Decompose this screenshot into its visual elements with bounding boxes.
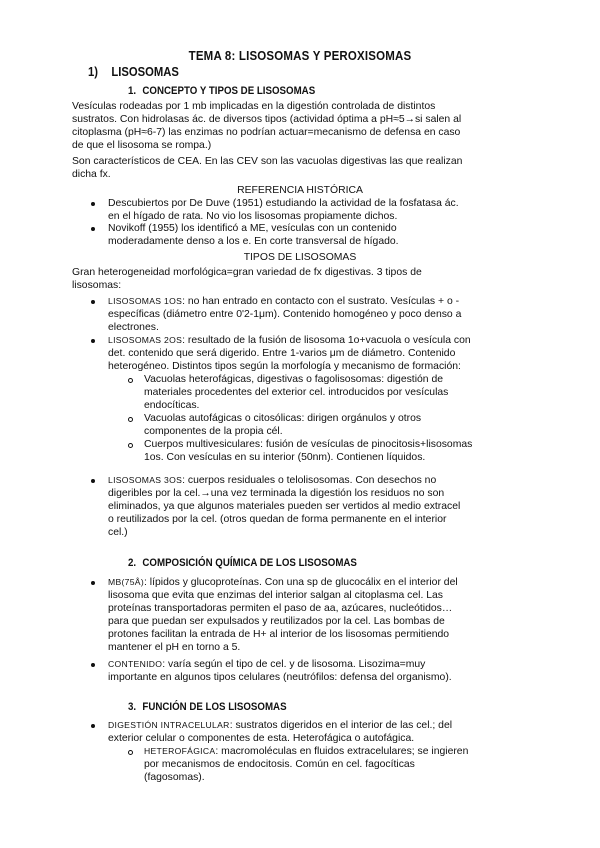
sub-bullet-icon <box>128 417 133 422</box>
sub-item-line: componentes de la propia cél. <box>144 426 283 437</box>
subsection-number: 3. <box>128 701 137 713</box>
term-label: HETEROFÁGICA <box>144 746 216 756</box>
bullet-icon <box>91 724 95 728</box>
list-item-line <box>108 658 528 671</box>
bullet-icon <box>91 227 95 231</box>
term-text: : varía según el tipo de cel. y de lisosoma. Lisozima=muy <box>162 659 426 670</box>
list-item-line: para que puedan ser expulsados y reutilizados por la cel. Las bombas de <box>108 616 445 627</box>
bullet-icon <box>91 339 95 343</box>
bullet-icon <box>91 663 95 667</box>
term-text: : sustratos digeridos en el interior de las cel.; del <box>229 720 453 731</box>
document-title: TEMA 8: LISOSOMAS Y PEROXISOMAS <box>188 49 412 63</box>
concept-line: dicha fx. <box>72 169 111 180</box>
subsection-label: FUNCIÓN DE LOS LISOSOMAS <box>142 701 287 713</box>
tipos-heading: TIPOS DE LISOSOMAS <box>243 252 357 263</box>
list-item-line: exterior celular o componentes de esta. Heterofágica o autofágica. <box>108 733 415 744</box>
sub-item-line: por mecanismos de endocitosis. Común en cel. fagocíticas <box>144 759 415 770</box>
term-text: : macromoléculas en fluidos extracelulares; se ingieren <box>215 746 469 757</box>
term-label: LISOSOMAS 3OS <box>108 475 183 485</box>
list-item-line: lisosoma que evita que enzimas del interior salgan al citoplasma cel. Las <box>108 590 443 601</box>
concept-line: Son característicos de CEA. En las CEV son las vacuolas digestivas las que realizan <box>72 156 463 167</box>
term-label: LISOSOMAS 2OS <box>108 335 183 345</box>
list-item-line: cel.) <box>108 527 128 538</box>
concept-line: Vesículas rodeadas por 1 mb implicadas en la digestión controlada de distintos <box>72 101 436 112</box>
list-item-line: específicas (diámetro entre 0'2-1μm). Contenido homogéneo y poco denso a <box>108 309 462 320</box>
list-item-line: eliminados, ya que algunos materiales pueden ser vertidos al medio extracel <box>108 501 461 512</box>
tipos-intro-line: lisosomas: <box>72 280 122 291</box>
subsection-heading-composicion <box>128 557 357 570</box>
subsection-label: COMPOSICIÓN QUÍMICA DE LOS LISOSOMAS <box>142 557 357 569</box>
sub-bullet-icon <box>128 750 133 755</box>
sub-item-line: 1os. Con vesículas en su interior (50nm). Contienen líquidos. <box>144 452 426 463</box>
bullet-icon <box>91 581 95 585</box>
sub-item-line: Cuerpos multivesiculares: fusión de vesículas de pinocitosis+lisosomas <box>144 439 473 450</box>
list-item-line: Descubiertos por De Duve (1951) estudiando la actividad de la fosfatasa ác. <box>108 198 459 209</box>
subsection-label: CONCEPTO Y TIPOS DE LISOSOMAS <box>142 85 316 97</box>
term-text: : lípidos y glucoproteínas. Con una sp de glucocálix en el interior del <box>144 577 458 588</box>
ref-heading: REFERENCIA HISTÓRICA <box>237 185 363 196</box>
term-text: : cuerpos residuales o telolisosomas. Con desechos no <box>182 475 437 486</box>
subsection-heading-concepto <box>128 85 315 98</box>
list-item-line: mantener el pH en torno a 5. <box>108 642 241 653</box>
section-label: LISOSOMAS <box>111 65 179 79</box>
list-item-line: importante en algunos tipos celulares (neutrófilos: defensa del organismo). <box>108 672 452 683</box>
list-item-line: en el hígado de rata. No vio los lisosomas propiamente dichos. <box>108 211 398 222</box>
term-label: LISOSOMAS 1OS <box>108 296 183 306</box>
subsection-number: 2. <box>128 557 137 569</box>
list-item-line: digeribles por la cel.→una vez terminada la digestión los residuos no son <box>108 488 445 499</box>
list-item-line <box>108 719 528 732</box>
subsection-heading-funcion <box>128 701 287 714</box>
sub-item-line: materiales procedentes del exterior cel. introducidos por vesículas <box>144 387 449 398</box>
term-label: CONTENIDO <box>108 659 163 669</box>
concept-line: citoplasma (pH≈6-7) las enzimas no podrían actuar=mecanismo de defensa en caso <box>72 127 461 138</box>
list-item-line <box>108 576 528 589</box>
concept-line: sustratos. Con hidrolasas ác. de diversos tipos (actividad óptima a pH≈5→si salen al <box>72 114 462 125</box>
sub-item-line: endocíticas. <box>144 400 200 411</box>
list-item-line <box>108 334 528 347</box>
list-item-line <box>108 295 528 308</box>
list-item-line: protones facilitan la entrada de H+ al interior de los lisosomas permitiendo <box>108 629 450 640</box>
term-label: DIGESTIÓN INTRACELULAR <box>108 720 230 730</box>
sub-item-line: (fagosomas). <box>144 772 205 783</box>
list-item-line: Novikoff (1955) los identificó a ME, vesículas con un contenido <box>108 223 397 234</box>
list-item-line: moderadamente denso a los e. En corte transversal de hígado. <box>108 236 399 247</box>
bullet-icon <box>91 202 95 206</box>
term-text: : resultado de la fusión de lisosoma 1o+vacuola o vesícula con <box>182 335 471 346</box>
list-item-line: det. contenido que será digerido. Entre 1-varios μm de diámetro. Contenido <box>108 348 456 359</box>
subsection-number: 1. <box>128 85 137 97</box>
concept-line: de que el lisosoma se rompa.) <box>72 140 212 151</box>
list-item-line: proteínas transportadoras permiten el paso de aa, azúcares, nucleótidos… <box>108 603 453 614</box>
bullet-icon <box>91 479 95 483</box>
list-item-line <box>108 474 528 487</box>
term-label: MB(75Å) <box>108 577 145 587</box>
list-item-line: o reutilizados por la cel. (otros quedan de forma permanente en el interior <box>108 514 447 525</box>
sub-item-line: Vacuolas heterofágicas, digestivas o fagolisosomas: digestión de <box>144 374 444 385</box>
section-heading-lisosomas <box>88 66 179 79</box>
term-text: : no han entrado en contacto con el sustrato. Vesículas + o - <box>182 296 460 307</box>
section-number: 1) <box>88 65 99 79</box>
list-item-line: heterogéneo. Distintos tipos según la morfología y mecanismo de formación: <box>108 361 461 372</box>
sub-item-line: Vacuolas autofágicas o citosólicas: dirigen orgánulos y otros <box>144 413 422 424</box>
bullet-icon <box>91 300 95 304</box>
sub-bullet-icon <box>128 378 133 383</box>
list-item-line: electrones. <box>108 322 159 333</box>
tipos-intro-line: Gran heterogeneidad morfológica=gran variedad de fx digestivas. 3 tipos de <box>72 267 422 278</box>
sub-item-line <box>144 745 530 758</box>
sub-bullet-icon <box>128 443 133 448</box>
